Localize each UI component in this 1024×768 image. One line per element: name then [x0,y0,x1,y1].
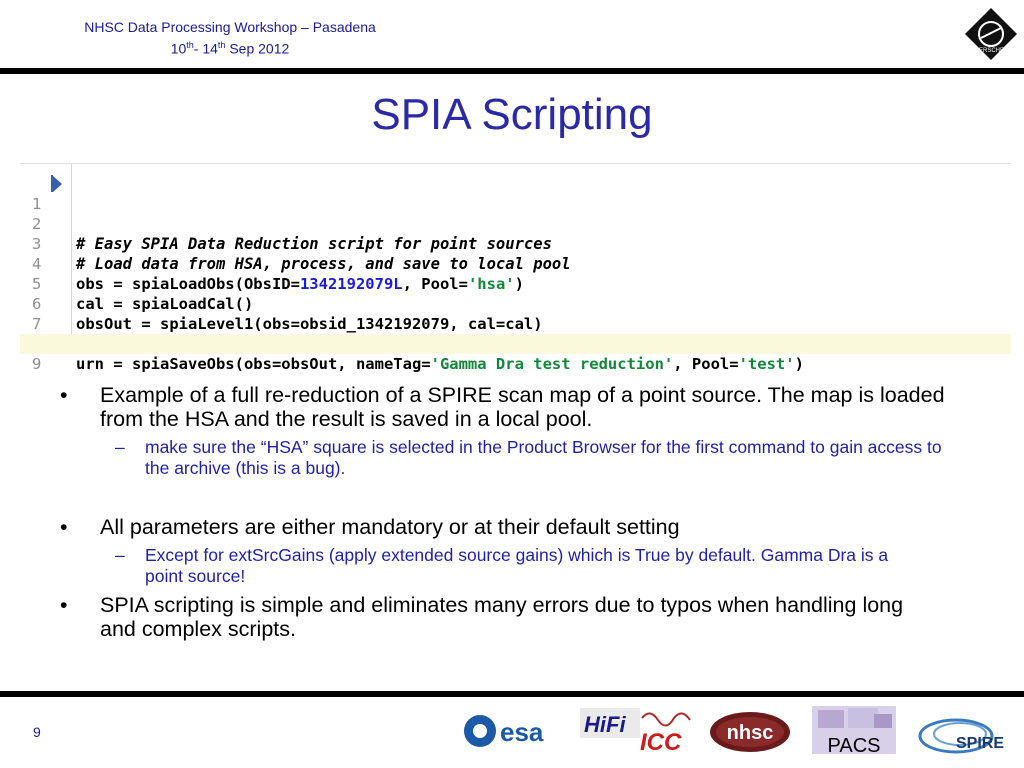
sub-bullet-item [115,545,975,589]
code-string: 'test' [738,355,795,373]
date-tail: Sep 2012 [225,40,290,57]
line-number: 6 [32,295,42,313]
code-comment: # Easy SPIA Data Reduction script for point sources [76,235,552,253]
code-line [20,314,1011,373]
code-comment: # Load data from HSA, process, and save to local pool [76,255,571,273]
line-number: 1 [32,195,42,213]
date-day1: 10 [170,40,187,57]
code-token: urn = spiaSaveObs(obs=obsOut, nameTag= [76,355,431,373]
hifi-logo-text: HiFi [584,712,626,737]
bullet-marker: • [60,515,68,539]
esa-logo-text: esa [500,717,544,747]
esa-logo [462,712,566,750]
code-line [20,174,1011,213]
line-number: 3 [32,235,42,253]
code-string: 'hsa' [467,275,515,293]
date-sup2: th [217,40,226,50]
code-text [76,354,804,374]
icc-logo-text: ICC [640,729,682,756]
code-token: obs = spiaLoadObs(ObsID= [76,275,300,293]
bullet-item [60,593,960,643]
bullet-marker: • [60,383,68,407]
sub-bullet-text: make sure the “HSA” square is selected in the Product Browser for the first command to gain access to the archive (this is a bug). [145,437,942,478]
code-text: obsOut = spiaLevel1(obs=obsid_1342192079, cal=cal) [76,315,543,333]
top-divider [0,68,1024,74]
code-editor [20,163,1011,373]
bottom-divider [0,691,1024,697]
sub-bullet-item [115,437,975,481]
line-number: 5 [32,275,42,293]
code-number: 1342192079L [299,275,403,293]
bullet-item [60,515,960,541]
code-token: , Pool= [402,275,468,293]
bullet-text: Example of a full re-reduction of a SPIRE scan map of a point source. The map is loaded from the HSA and the result is saved in a local pool. [100,383,945,431]
workshop-header [0,18,460,58]
date-sup1: th [186,40,194,50]
bullet-text: SPIA scripting is simple and eliminates many errors due to typos when handling long and complex scripts. [100,593,904,641]
workshop-line: NHSC Data Processing Workshop – Pasadena [84,19,376,35]
spire-logo [916,710,1016,756]
nhsc-logo [708,710,792,754]
code-string: 'Gamma Dra test reduction' [430,355,674,373]
pacs-logo-text: PACS [827,735,881,757]
svg-text:HERSCHEL: HERSCHEL [974,48,1008,54]
nhsc-logo-text: nhsc [726,722,774,744]
code-text: cal = spiaLoadCal() [76,295,254,313]
line-number: 2 [32,215,42,233]
code-token: ) [514,275,524,293]
code-token: , Pool= [673,355,739,373]
code-token: ) [794,355,804,373]
sub-bullet-marker: – [115,437,125,457]
date-mid: - 14 [193,40,218,57]
pacs-logo [804,702,904,758]
sub-bullet-marker: – [115,545,125,565]
code-line [20,194,1011,253]
line-number: 9 [32,355,42,373]
workshop-dates [0,36,460,58]
herschel-logo [963,6,1019,62]
bullet-item [60,383,960,433]
hifi-icc-logo [580,708,692,754]
spire-logo-text: SPIRE [956,735,1005,752]
page-number: 9 [33,724,41,740]
bullet-text: All parameters are either mandatory or at their default setting [100,515,680,539]
slide-title: SPIA Scripting [371,90,653,139]
line-number: 4 [32,255,42,273]
line-number: 7 [32,315,42,333]
sub-bullet-text: Except for extSrcGains (apply extended source gains) which is True by default. Gamma Dra is a point source! [145,545,889,586]
bullet-marker: • [60,593,68,617]
